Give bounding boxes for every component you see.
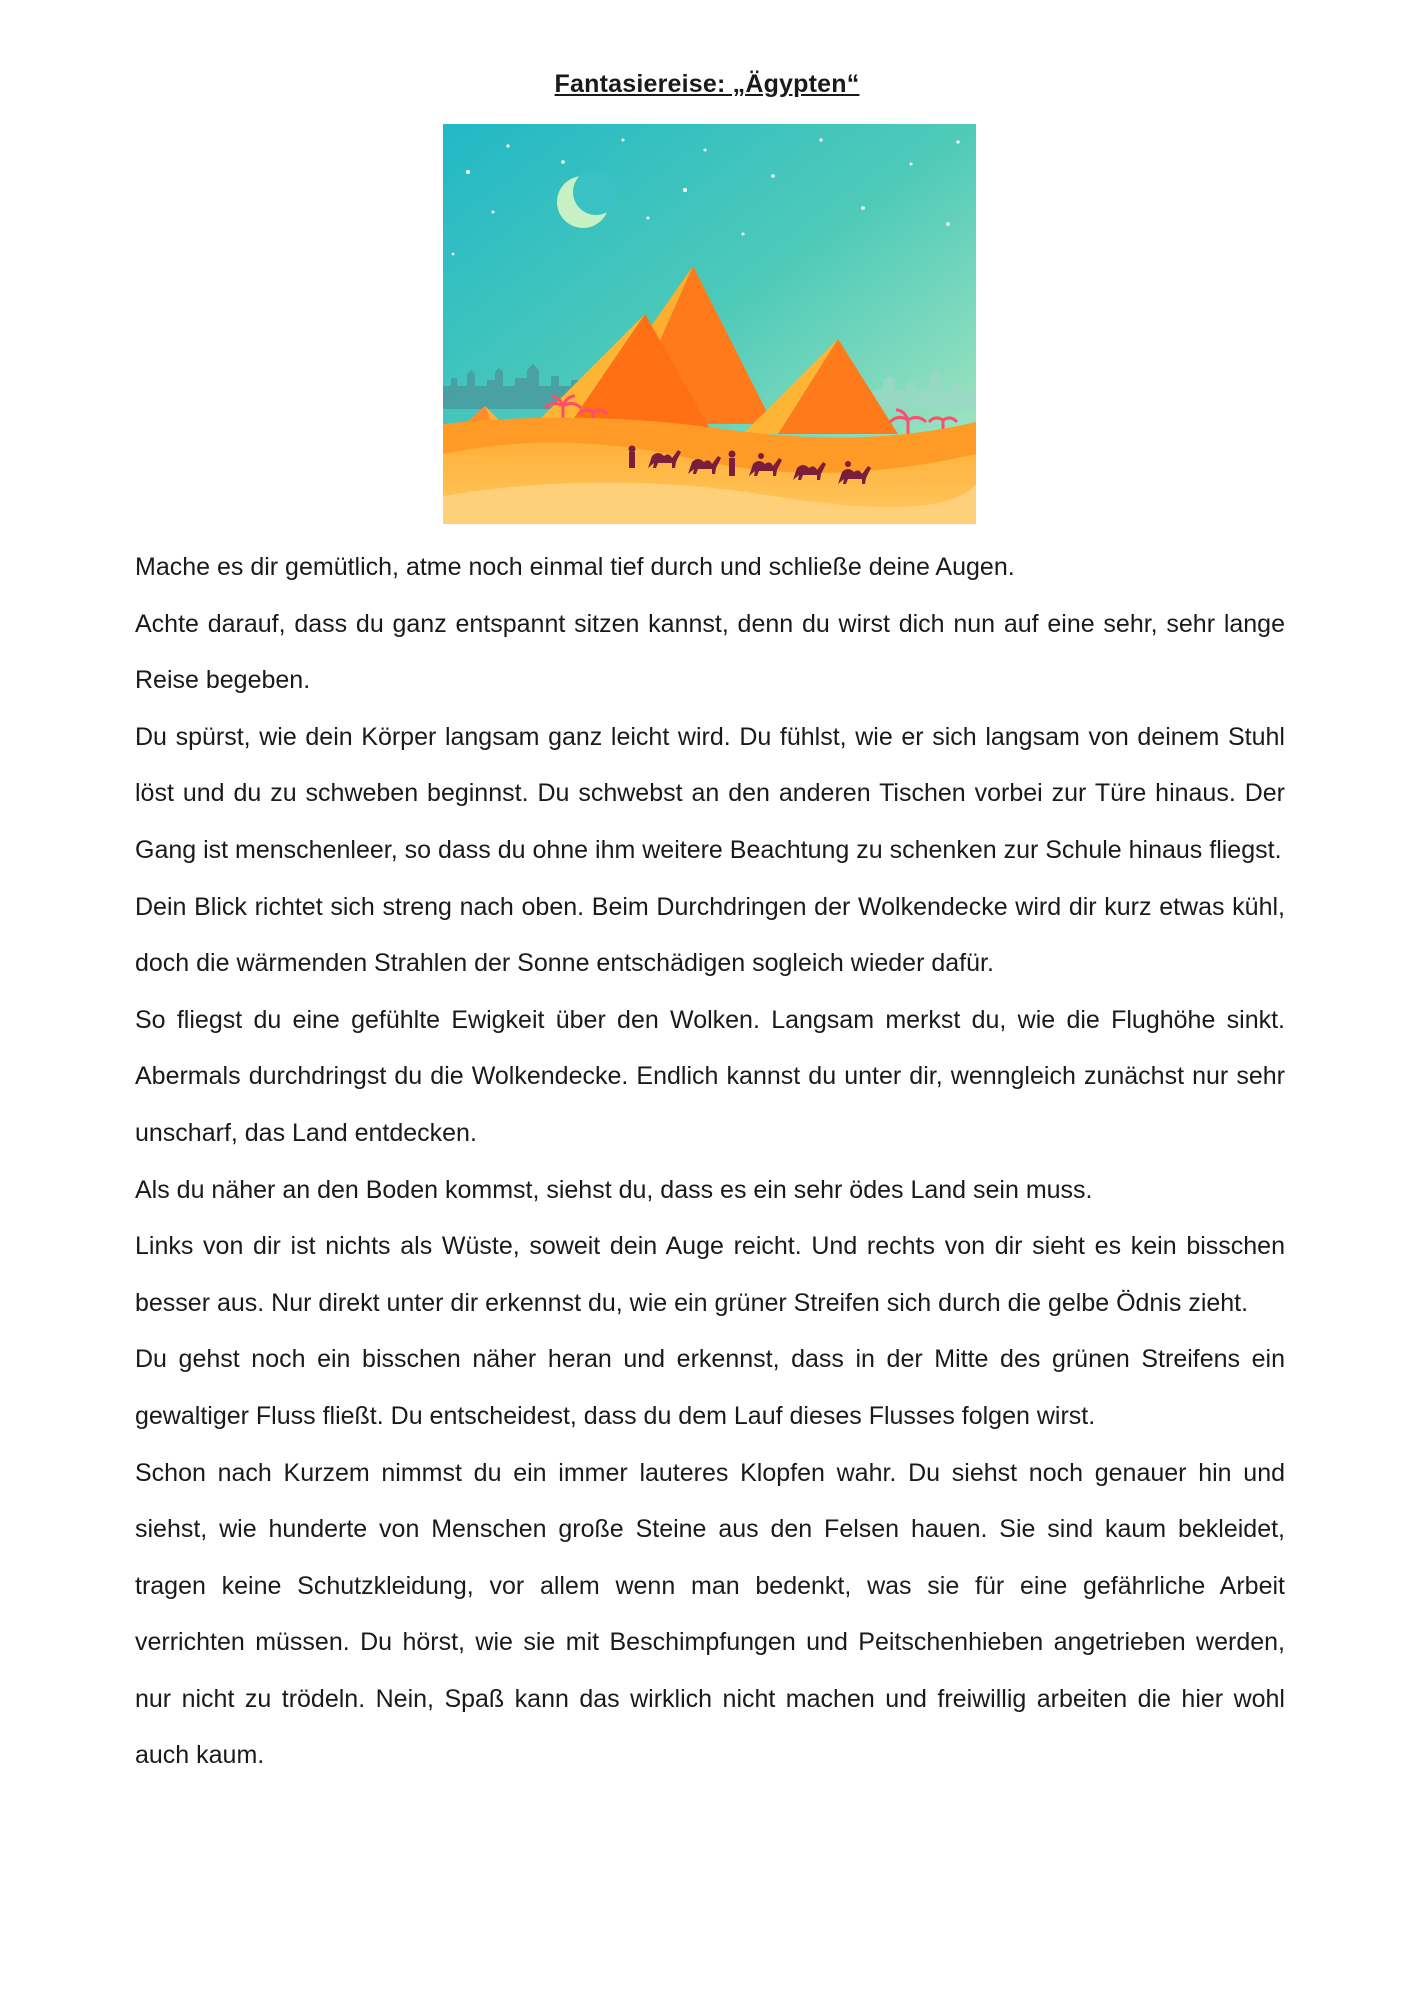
- story-text: [135, 539, 1285, 1784]
- paragraph: Schon nach Kurzem nimmst du ein immer lauteres Klopfen wahr. Du siehst noch genauer hin und siehst, wie hunderte von Menschen große Steine aus den Felsen hauen. Sie sind kaum bekleidet, tragen keine Schutzkleidung, vor allem wenn man bedenkt, was sie für eine gefährliche Arbeit verrichten müssen. Du hörst, wie sie mit Beschimpfungen und Peitschenhieben angetrieben werden, nur nicht zu trödeln. Nein, Spaß kann das wirklich nicht machen und freiwillig arbeiten die hier wohl auch kaum.: [135, 1458, 1285, 1770]
- paragraph: Als du näher an den Boden kommst, siehst du, dass es ein sehr ödes Land sein muss.: [135, 1175, 1093, 1204]
- pyramids-desert-illustration: [443, 124, 976, 524]
- paragraph: Achte darauf, dass du ganz entspannt sitzen kannst, denn du wirst dich nun auf eine sehr, sehr lange Reise begeben.: [135, 609, 1285, 695]
- paragraph: Du gehst noch ein bisschen näher heran und erkennst, dass in der Mitte des grünen Streifens ein gewaltiger Fluss fließt. Du entscheidest, dass du dem Lauf dieses Flusses folgen wirst.: [135, 1345, 1285, 1430]
- paragraph: Dein Blick richtet sich streng nach oben. Beim Durchdringen der Wolkendecke wird dir kurz etwas kühl, doch die wärmenden Strahlen der Sonne entschädigen sogleich wieder dafür.: [135, 892, 1285, 978]
- paragraph: So fliegst du eine gefühlte Ewigkeit über den Wolken. Langsam merkst du, wie die Flughöhe sinkt. Abermals durchdringst du die Wolkendecke. Endlich kannst du unter dir, wenngleich zunächst nur sehr unscharf, das Land entdecken.: [135, 1005, 1285, 1147]
- document-title: Fantasiereise: „Ägypten“: [554, 70, 860, 98]
- paragraph: Du spürst, wie dein Körper langsam ganz leicht wird. Du fühlst, wie er sich langsam von deinem Stuhl löst und du zu schweben beginnst. Du schwebst an den anderen Tischen vorbei zur Türe hinaus. Der Gang ist menschenleer, so dass du ohne ihm weitere Beachtung zu schenken zur Schule hinaus fliegst.: [135, 722, 1285, 864]
- paragraph: Links von dir ist nichts als Wüste, soweit dein Auge reicht. Und rechts von dir sieht es kein bisschen besser aus. Nur direkt unter dir erkennst du, wie ein grüner Streifen sich durch die gelbe Ödnis zieht.: [135, 1232, 1285, 1317]
- paragraph: Mache es dir gemütlich, atme noch einmal tief durch und schließe deine Augen.: [135, 553, 1015, 581]
